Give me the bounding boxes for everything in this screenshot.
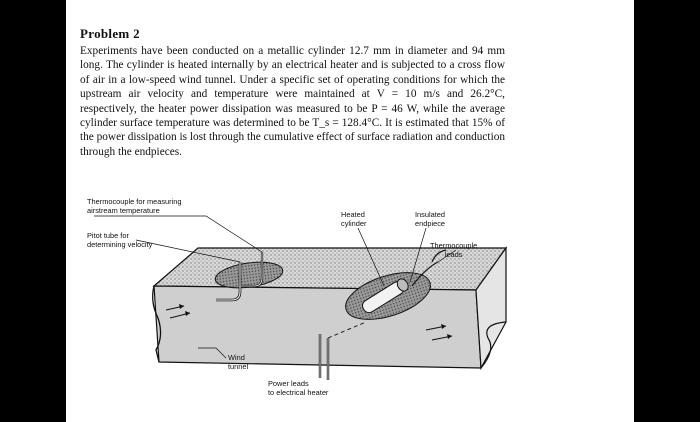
label-heated-cylinder: Heated cylinder — [341, 210, 367, 228]
problem-sheet — [66, 0, 634, 422]
wind-tunnel-figure — [66, 190, 634, 422]
label-insulated-endpiece: Insulated endpiece — [415, 210, 445, 228]
tunnel-front-face — [154, 286, 481, 368]
label-power-leads: Power leads to electrical heater — [268, 379, 329, 397]
problem-title: Problem 2 — [80, 26, 140, 41]
label-thermocouple-air: Thermocouple for measuring airstream temperature — [87, 197, 182, 215]
label-wind-tunnel: Wind tunnel — [228, 353, 249, 371]
problem-statement: Experiments have been conducted on a metallic cylinder 12.7 mm in diameter and 94 mm long. The cylinder is heated internally by an electrical heater and is subjected to a cross flow of air in a low-speed wind tunnel. Under a specific set of operating conditions for which the upstream air velocity and temperature were maintained at V = 10 m/s and 26.2°C, respectively, the heater power dissipation was measured to be P = 46 W, while the average cylinder surface temperature was determined to be T_s = 128.4°C. It is estimated that 15% of the power dissipation is lost through the cumulative effect of surface radiation and conduction through the endpieces. — [80, 45, 505, 158]
label-thermocouple-leads: Thermocouple leads — [430, 241, 478, 259]
label-pitot-tube: Pitot tube for determining velocity — [87, 231, 153, 249]
